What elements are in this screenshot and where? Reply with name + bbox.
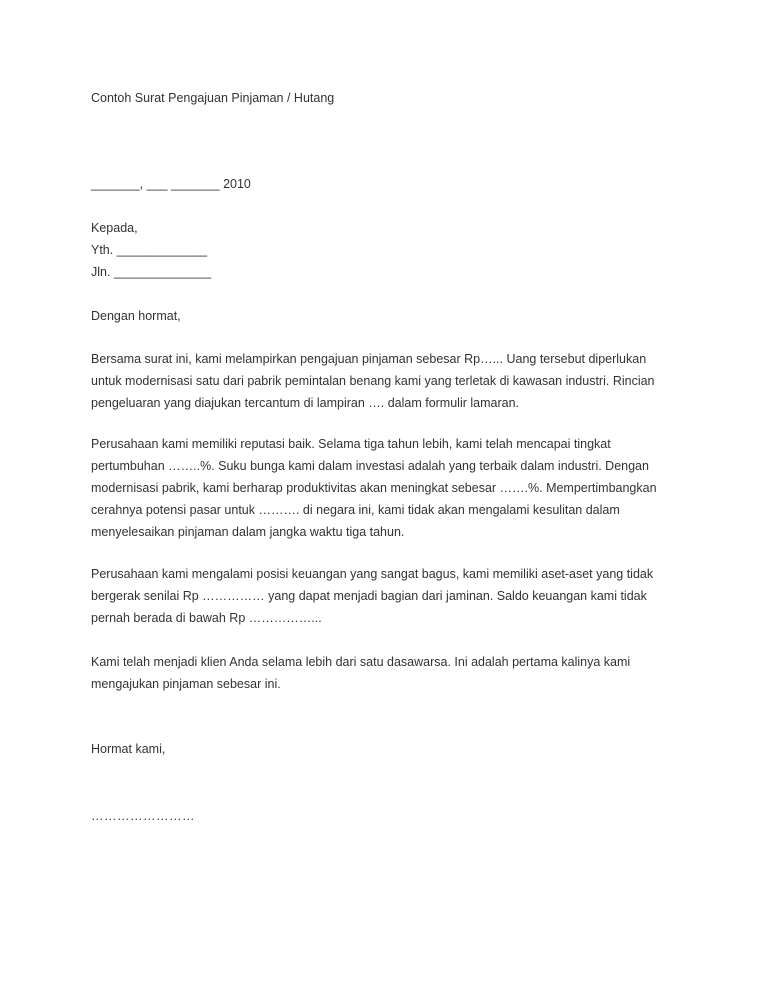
paragraph-line: modernisasi pabrik, kami berharap produktivitas akan meningkat sebesar …….%. Mempertimbangkan [91,481,657,495]
paragraph-2 [91,436,681,546]
paragraph-line: cerahnya potensi pasar untuk ………. di negara ini, kami tidak akan mengalami kesulitan dalam [91,503,620,517]
recipient-address: Jln. ______________ [91,265,212,279]
paragraph-line: pernah berada di bawah Rp ……………... [91,611,322,625]
paragraph-line: pertumbuhan ……..%. Suku bunga kami dalam investasi adalah yang terbaik dalam industri. Dengan [91,459,649,473]
closing: Hormat kami, [91,742,166,756]
paragraph-line: mengajukan pinjaman sebesar ini. [91,677,281,691]
recipient-yth: Yth. _____________ [91,243,208,257]
document-title: Contoh Surat Pengajuan Pinjaman / Hutang [91,91,335,105]
paragraph-4 [91,654,681,698]
paragraph-line: Perusahaan kami mengalami posisi keuangan yang sangat bagus, kami memiliki aset-aset yang tidak [91,567,654,581]
paragraph-1 [91,351,681,417]
recipient-kepada: Kepada, [91,221,138,235]
paragraph-line: untuk modernisasi satu dari pabrik pemintalan benang kami yang terletak di kawasan industri. Rincian [91,374,655,388]
greeting: Dengan hormat, [91,309,181,323]
paragraph-line: bergerak senilai Rp …………… yang dapat menjadi bagian dari jaminan. Saldo keuangan kami tidak [91,589,647,603]
paragraph-line: Bersama surat ini, kami melampirkan pengajuan pinjaman sebesar Rp…... Uang tersebut diperlukan [91,352,647,366]
signature-line: …………………… [91,809,195,823]
date-line: _______, ___ _______ 2010 [91,177,251,191]
paragraph-3 [91,566,681,632]
paragraph-line: Kami telah menjadi klien Anda selama lebih dari satu dasawarsa. Ini adalah pertama kalinya kami [91,655,631,669]
paragraph-line: menyelesaikan pinjaman dalam jangka waktu tiga tahun. [91,525,405,539]
paragraph-line: Perusahaan kami memiliki reputasi baik. Selama tiga tahun lebih, kami telah mencapai tingkat [91,437,611,451]
paragraph-line: pengeluaran yang diajukan tercantum di lampiran …. dalam formulir lamaran. [91,396,519,410]
